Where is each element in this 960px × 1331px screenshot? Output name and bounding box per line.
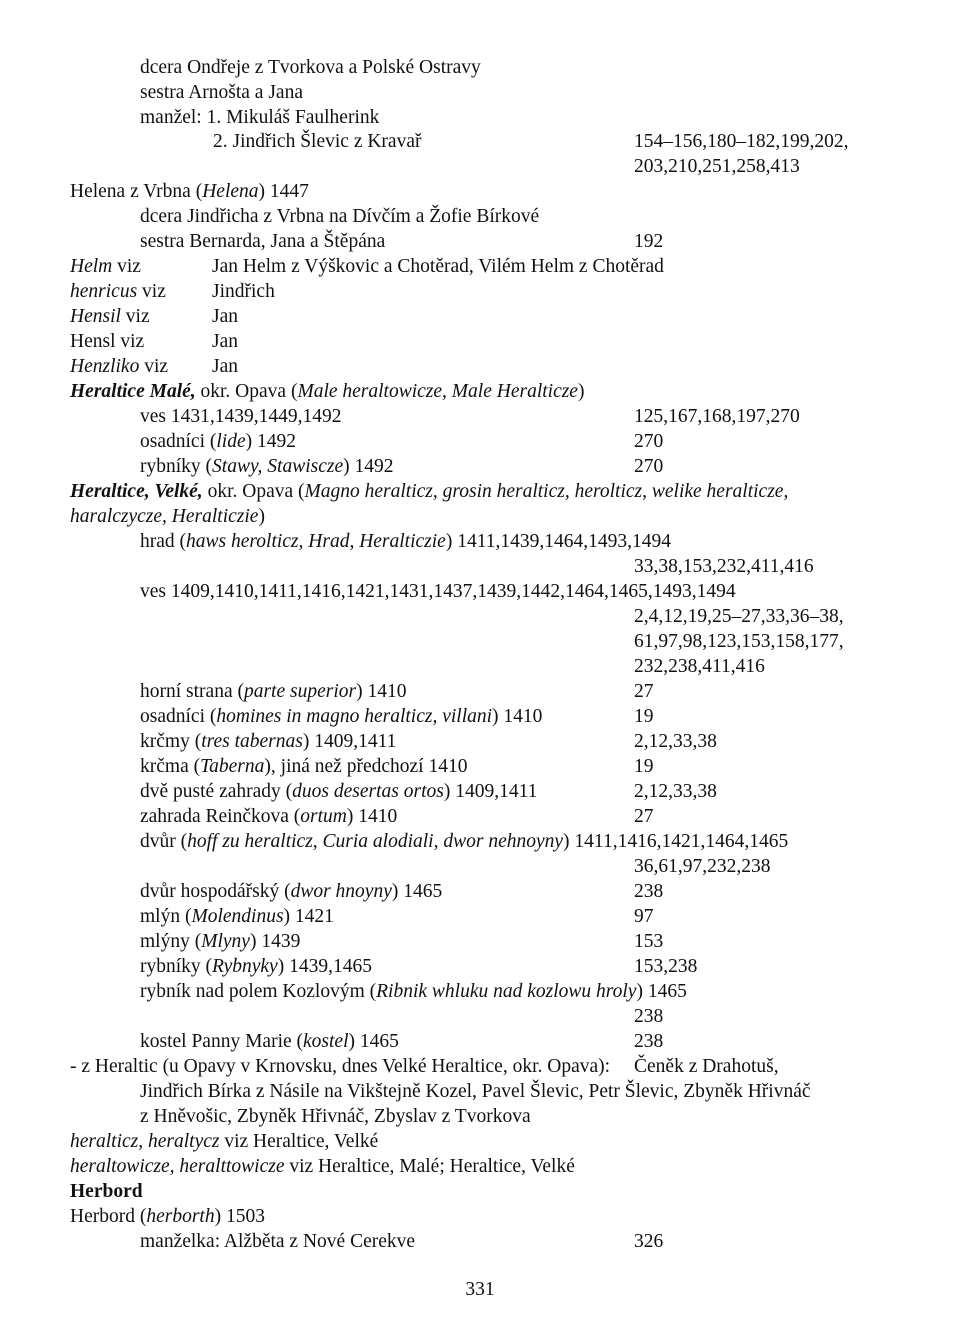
entry-text: ) 1421: [283, 906, 334, 927]
entry-variant: parte superior: [243, 681, 357, 702]
entry-line: [140, 106, 379, 130]
entry-variant: Rybnyky: [212, 956, 278, 977]
entry-line: [70, 1155, 575, 1179]
entry-line: [70, 255, 141, 279]
entry-text: ves 1409,1410,1411,1416,1421,1431,1437,1439,1442,1464,1465,1493,1494: [140, 581, 736, 602]
entry-line: [140, 805, 397, 829]
entry-text: - z Heraltic (u Opavy v Krnovsku, dnes Velké Heraltice, okr. Opava):: [70, 1056, 611, 1077]
entry-text: ) 1439: [249, 931, 301, 952]
entry-text: ) 1411,1416,1421,1464,1465: [563, 831, 789, 852]
entry-text: dcera Ondřeje z Tvorkova a Polské Ostravy: [140, 57, 481, 78]
entry-text: ) 1411,1439,1464,1493,1494: [445, 531, 671, 552]
entry-line: [140, 1030, 399, 1054]
entry-text: dvůr (: [140, 831, 188, 852]
place-heading: Heraltice, Velké,: [70, 481, 203, 502]
entry-text: sestra Bernarda, Jana a Štěpána: [140, 231, 386, 252]
entry-line: [70, 355, 168, 379]
cross-ref: Jan: [212, 306, 238, 327]
entry-variant: ortum: [300, 806, 347, 827]
entry-heading: Helm: [70, 256, 113, 277]
entry-line: [140, 830, 788, 854]
entry-text: rybníky (: [140, 456, 213, 477]
entry-variant: Helena: [202, 181, 259, 202]
entry-text: osadníci (: [140, 431, 217, 452]
page-refs: 36,61,97,232,238: [634, 856, 771, 877]
entry-line: [213, 130, 421, 154]
entry-line: [140, 680, 406, 704]
entry-variant: Male heraltowicze, Male Heralticze: [297, 381, 578, 402]
entry-text: ) 1410: [346, 806, 398, 827]
entry-line: [140, 930, 300, 954]
page-number: 331: [465, 1279, 495, 1300]
entry-line: [70, 280, 166, 304]
entry-line: [70, 305, 150, 329]
page-refs: 19: [634, 756, 654, 777]
entry-heading: henricus: [70, 281, 138, 302]
entry-text: rybníky (: [140, 956, 213, 977]
entry-line: [70, 480, 788, 504]
page-refs: 19: [634, 706, 654, 727]
entry-line: [70, 1130, 378, 1154]
entry-variant: haralczycze, Heralticzie: [70, 506, 259, 527]
entry-text: ) 1492: [343, 456, 394, 477]
page-refs: 61,97,98,123,153,158,177,: [634, 631, 844, 652]
entry-text: hrad (: [140, 531, 187, 552]
entry-text: ) 1465: [636, 981, 687, 1002]
entry-variant: Magno heralticz, grosin heralticz, herolticz, welike heralticze,: [304, 481, 789, 502]
page-refs: 2,4,12,19,25–27,33,36–38,: [634, 606, 844, 627]
entry-line: [140, 980, 687, 1004]
entry-text: viz: [137, 281, 166, 302]
entry-text: ) 1465: [391, 881, 443, 902]
entry-variant: Ribnik whluku nad kozlowu hroly: [376, 981, 637, 1002]
entry-line: [140, 230, 385, 254]
entry-line: [140, 955, 372, 979]
entry-text: sestra Arnošta a Jana: [140, 82, 303, 103]
page-refs: 326: [634, 1231, 664, 1252]
entry-line: [140, 905, 334, 929]
entry-line: [140, 880, 442, 904]
entry-variant: Taberna: [200, 756, 265, 777]
entry-text: ) 1465: [348, 1031, 399, 1052]
entry-text: ) 1439,1465: [277, 956, 372, 977]
entry-variant: kostel: [303, 1031, 349, 1052]
entry-text: dvůr hospodářský (: [140, 881, 291, 902]
entry-line: [140, 405, 342, 429]
entry-text: ) 1447: [258, 181, 309, 202]
entry-text: okr. Opava (: [202, 481, 305, 502]
page-refs: 238: [634, 881, 664, 902]
entry-line: [140, 780, 537, 804]
entry-variant: haws herolticz, Hrad, Heralticzie: [186, 531, 446, 552]
entry-text: kostel Panny Marie (: [140, 1031, 304, 1052]
entry-variant: lide: [216, 431, 246, 452]
entry-text: ) 1492: [245, 431, 296, 452]
entry-text: z Hněvošic, Zbyněk Hřivnáč, Zbyslav z Tvorkova: [140, 1106, 531, 1127]
entry-text: ves 1431,1439,1449,1492: [140, 406, 342, 427]
entry-text: mlýny (: [140, 931, 202, 952]
page-refs: 238: [634, 1031, 664, 1052]
entry-text: viz: [112, 256, 141, 277]
page-refs: 33,38,153,232,411,416: [634, 556, 814, 577]
entry-text: ): [258, 506, 265, 527]
page-refs: 153: [634, 931, 664, 952]
entry-text: ) 1410: [492, 706, 543, 727]
entry-text: manželka: Alžběta z Nové Cerekve: [140, 1231, 416, 1252]
entry-heading: Henzliko: [70, 356, 140, 377]
entry-line: [70, 1055, 610, 1079]
entry-text: Jindřich Bírka z Násile na Vikštejně Kozel, Pavel Šlevic, Petr Šlevic, Zbyněk Hřivnáč: [140, 1081, 811, 1102]
entry-text: 2. Jindřich Šlevic z Kravař: [213, 131, 422, 152]
entry-text: ) 1503: [214, 1206, 265, 1227]
entry-variant: tres tabernas: [201, 731, 303, 752]
entry-line: [140, 1080, 811, 1104]
entry-line: [70, 380, 584, 404]
entry-variant: Mlyny: [201, 931, 250, 952]
entry-line: [70, 505, 265, 529]
entry-line: [140, 755, 467, 779]
entry-line: [140, 56, 481, 80]
persons-list: Čeněk z Drahotuš,: [634, 1056, 779, 1077]
entry-text: ), jiná než předchozí 1410: [264, 756, 468, 777]
entry-text: dcera Jindřicha z Vrbna na Dívčím a Žofie Bírkové: [140, 206, 540, 227]
entry-line: [70, 180, 309, 204]
page-refs: 27: [634, 681, 654, 702]
entry-text: Helena z Vrbna (: [70, 181, 203, 202]
entry-text: ) 1409,1411: [302, 731, 397, 752]
entry-variant: homines in magno heralticz, villani: [216, 706, 493, 727]
cross-ref: Jan: [212, 331, 238, 352]
page-refs: 2,12,33,38: [634, 781, 717, 802]
entry-text: krčma (: [140, 756, 201, 777]
entry-text: manžel: 1. Mikuláš Faulherink: [140, 107, 380, 128]
page-refs: 153,238: [634, 956, 698, 977]
entry-text: ) 1409,1411: [443, 781, 538, 802]
entry-variant: herborth: [146, 1206, 215, 1227]
entry-heading: Hensil: [70, 306, 121, 327]
entry-line: [140, 1230, 415, 1254]
page-refs: 2,12,33,38: [634, 731, 717, 752]
entry-text: dvě pusté zahrady (: [140, 781, 293, 802]
entry-variant: dwor hnoyny: [290, 881, 392, 902]
page-refs: 125,167,168,197,270: [634, 406, 800, 427]
entry-variant: Molendinus: [191, 906, 284, 927]
entry-text: mlýn (: [140, 906, 192, 927]
entry-variant: duos desertas ortos: [292, 781, 444, 802]
entry-heading: Hensl viz: [70, 331, 145, 352]
entry-line: [70, 330, 144, 354]
entry-text: osadníci (: [140, 706, 217, 727]
cross-ref: Jan: [212, 356, 238, 377]
entry-text: Herbord (: [70, 1206, 147, 1227]
entry-heading: heraltowicze, heralttowicze: [70, 1156, 285, 1177]
entry-text: viz Heraltice, Malé; Heraltice, Velké: [284, 1156, 575, 1177]
entry-line: [140, 580, 736, 604]
entry-line: [140, 530, 671, 554]
entry-text: ) 1410: [356, 681, 407, 702]
page-refs: 97: [634, 906, 654, 927]
entry-line: [70, 1205, 265, 1229]
entry-line: [140, 705, 542, 729]
page-refs: 238: [634, 1006, 664, 1027]
entry-text: ): [577, 381, 585, 402]
page-refs: 232,238,411,416: [634, 656, 765, 677]
place-heading: Heraltice Malé,: [70, 381, 196, 402]
entry-line: [140, 81, 303, 105]
entry-variant: hoff zu heralticz, Curia alodiali, dwor nehnoyny: [187, 831, 564, 852]
entry-text: viz Heraltice, Velké: [219, 1131, 379, 1152]
page-refs: 192: [634, 231, 664, 252]
cross-ref: Jan Helm z Výškovic a Chotěrad, Vilém Helm z Chotěrad: [212, 256, 664, 277]
entry-line: [140, 430, 296, 454]
entry-text: okr. Opava (: [195, 381, 298, 402]
page-refs: 270: [634, 431, 664, 452]
entry-text: krčmy (: [140, 731, 202, 752]
entry-text: viz: [120, 306, 150, 327]
page-refs: 27: [634, 806, 654, 827]
section-heading: Herbord: [70, 1181, 143, 1202]
page-refs: 154–156,180–182,199,202,: [634, 131, 849, 152]
entry-text: viz: [139, 356, 169, 377]
entry-line: [140, 730, 396, 754]
entry-line: [140, 1105, 531, 1129]
entry-variant: Stawy, Stawiscze: [212, 456, 344, 477]
entry-text: rybník nad polem Kozlovým (: [140, 981, 377, 1002]
page-refs: 270: [634, 456, 664, 477]
entry-text: horní strana (: [140, 681, 244, 702]
entry-heading: heralticz, heraltycz: [70, 1131, 220, 1152]
cross-ref: Jindřich: [212, 281, 275, 302]
entry-line: [140, 455, 394, 479]
entry-line: [140, 205, 539, 229]
entry-text: zahrada Reinčkova (: [140, 806, 301, 827]
page-refs: 203,210,251,258,413: [634, 156, 800, 177]
